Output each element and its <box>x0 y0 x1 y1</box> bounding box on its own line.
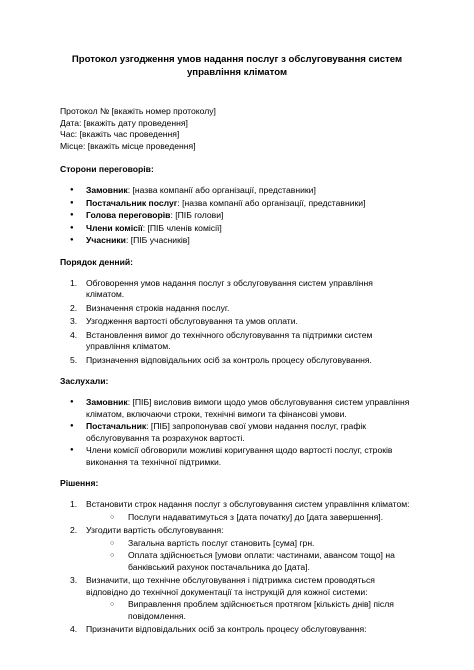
sub-list-item <box>108 599 414 622</box>
sub-list-item <box>108 512 414 524</box>
item-text: кліматом, включаючи строки, технічні вимоги та фінансові умови. <box>86 408 347 419</box>
party-text: : [ПІБ голови] <box>170 210 224 220</box>
list-item <box>60 235 414 247</box>
parties-section <box>60 164 414 247</box>
item-number: 3. <box>70 316 78 326</box>
item-text: кліматом. <box>86 289 125 299</box>
item-text: : [ПІБ] висловив вимоги щодо умов обслуговування систем управління <box>127 397 410 407</box>
decisions-list <box>60 499 414 636</box>
list-item <box>60 210 414 222</box>
list-item <box>60 303 414 315</box>
item-text: Призначення відповідальних осіб за контроль процесу обслуговування. <box>86 354 372 365</box>
item-text: : [ПІБ] запропонував свої умови надання послуг, графік <box>146 421 367 431</box>
heard-list <box>60 397 414 468</box>
speaker-label: Постачальник <box>86 421 147 431</box>
list-item <box>60 198 414 210</box>
item-number: 2. <box>70 302 78 313</box>
item-text: виконання та технічної підтримки. <box>86 456 222 467</box>
list-item <box>60 445 414 468</box>
list-item <box>60 624 414 636</box>
item-number: 4. <box>70 329 78 340</box>
list-item <box>60 185 414 197</box>
item-number: 1. <box>70 277 78 288</box>
sub-list <box>86 599 414 622</box>
list-item <box>60 397 414 420</box>
protocol-date: Дата: [вкажіть дату проведення] <box>60 117 188 128</box>
item-text: ○ Оплата здійснюється [умови оплати: частинами, авансом тощо] на <box>128 550 395 560</box>
parties-heading: Сторони переговорів: <box>60 164 154 174</box>
list-item <box>60 223 414 235</box>
list-item <box>60 575 414 622</box>
sub-list-item <box>108 550 414 573</box>
party-label: Голова переговорів <box>86 210 171 220</box>
protocol-time: Час: [вкажіть час проведення] <box>60 129 180 139</box>
party-text: : [назва компанії або організації, представники] <box>127 185 316 195</box>
party-text: : [назва компанії або організації, представники] <box>177 197 366 208</box>
heard-section <box>60 376 414 468</box>
decisions-heading: Рішення: <box>60 478 99 488</box>
protocol-place: Місце: [вкажіть місце проведення] <box>60 140 196 151</box>
party-label: Учасники <box>86 235 126 245</box>
item-text: Узгодження вартості обслуговування та умов оплати. <box>86 316 298 326</box>
item-text: обслуговування та розрахунок вартості. <box>86 432 245 443</box>
item-text: ○ Послуги надаватимуться з [дата початку] до [дата завершення]. <box>128 511 384 522</box>
speaker-label: Замовник <box>86 397 128 407</box>
item-number: 3. <box>70 575 78 585</box>
item-text: Призначити відповідальних осіб за контроль процесу обслуговування: <box>86 624 367 634</box>
item-text: Встановити строк надання послуг з обслуговування систем управління кліматом: <box>86 499 410 509</box>
item-number: 1. <box>70 499 78 509</box>
item-text: Обговорення умов надання послуг з обслуговування систем управління <box>86 277 373 288</box>
list-item <box>60 421 414 444</box>
item-number: 5. <box>70 354 78 365</box>
list-item <box>60 330 414 353</box>
party-label: Постачальник послуг <box>86 197 178 208</box>
list-item <box>60 278 414 301</box>
item-text: Встановлення вимог до технічного обслуговування та підтримки систем <box>86 329 373 340</box>
list-item <box>60 525 414 573</box>
decisions-section <box>60 478 414 636</box>
list-item <box>60 316 414 328</box>
agenda-list <box>60 278 414 367</box>
parties-list <box>60 185 414 247</box>
item-text: повідомлення. <box>128 610 186 621</box>
party-label: Замовник <box>86 185 128 195</box>
item-text: ○ Загальна вартість послуг становить [сума] грн. <box>128 537 315 548</box>
party-label: Члени комісії <box>86 222 143 233</box>
agenda-section <box>60 257 414 367</box>
item-text: Узгодити вартість обслуговування: <box>86 525 224 535</box>
title-line-1: Протокол узгодження умов надання послуг з обслуговування систем <box>71 54 403 65</box>
party-text: : [ПІБ учасників] <box>125 235 190 245</box>
item-text: Визначення строків надання послуг. <box>86 302 230 313</box>
list-item <box>60 499 414 523</box>
item-number: 2. <box>70 525 78 535</box>
document-title <box>60 53 414 79</box>
item-text: ○ Виправлення проблем здійснюється протягом [кількість днів] після <box>128 599 394 609</box>
agenda-heading: Порядок денний: <box>60 256 134 267</box>
list-item <box>60 355 414 367</box>
item-text: банківський рахунок постачальника до [дата]. <box>128 561 310 572</box>
item-text: Визначити, що технічне обслуговування і підтримка систем проводяться <box>86 575 375 585</box>
protocol-meta <box>60 106 414 152</box>
item-number: 4. <box>70 624 78 634</box>
sub-list <box>86 538 414 574</box>
sub-list <box>86 512 414 524</box>
item-text: управління кліматом. <box>86 341 171 351</box>
sub-list-item <box>108 538 414 550</box>
party-text: : [ПІБ членів комісії] <box>142 222 222 233</box>
item-text: ● Члени комісії обговорили можливі коригування щодо вартості послуг, строків <box>86 445 393 455</box>
protocol-number: Протокол № [вкажіть номер протоколу] <box>60 106 216 116</box>
item-text: відповідно до технічної документації та інструкцій для кожної системи: <box>86 586 368 597</box>
title-line-2: управління кліматом <box>186 67 288 78</box>
heard-heading: Заслухали: <box>60 376 109 386</box>
